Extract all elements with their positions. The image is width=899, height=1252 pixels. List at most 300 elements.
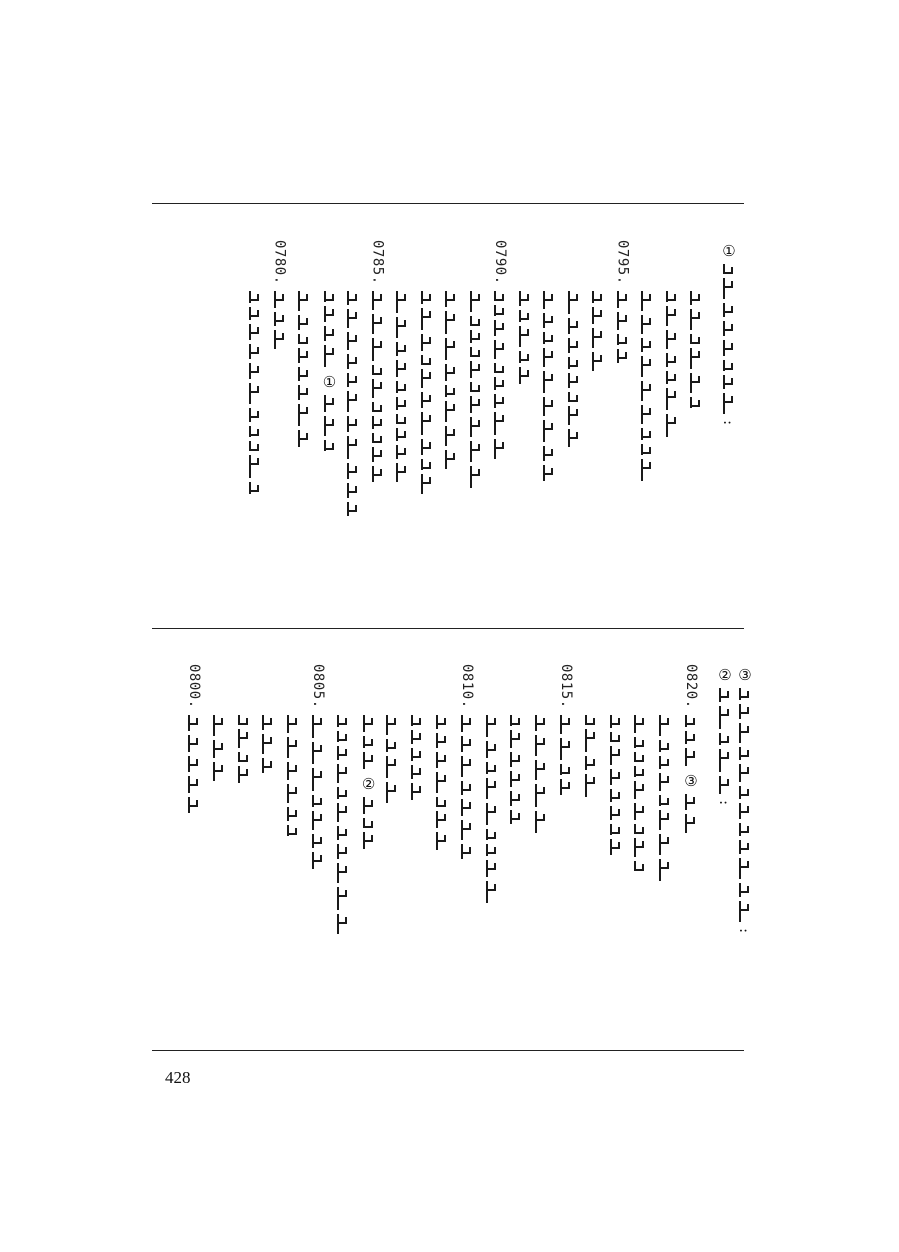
script-glyph — [363, 752, 375, 769]
script-glyph — [347, 332, 359, 350]
script-glyph — [690, 397, 702, 408]
script-glyph — [436, 797, 448, 807]
script-glyph — [510, 730, 522, 748]
line-text — [362, 797, 376, 853]
text-line — [335, 664, 351, 1044]
text-line — [508, 664, 524, 1044]
script-glyph — [238, 715, 250, 725]
script-glyph — [287, 715, 299, 733]
text-line — [247, 240, 263, 625]
script-glyph — [396, 360, 408, 377]
script-glyph — [634, 781, 646, 799]
script-glyph — [519, 351, 531, 363]
script-glyph — [641, 459, 653, 481]
note-marker: ③ — [682, 771, 700, 790]
script-glyph — [470, 396, 482, 413]
script-glyph — [666, 291, 678, 302]
script-glyph — [337, 887, 349, 910]
script-glyph — [436, 832, 448, 850]
text-line — [186, 664, 202, 1044]
script-glyph — [641, 338, 653, 352]
script-glyph — [262, 734, 274, 754]
script-glyph — [666, 330, 678, 349]
line-text — [518, 291, 532, 388]
line-text — [323, 291, 337, 371]
script-glyph — [287, 784, 299, 803]
line-text — [684, 715, 698, 770]
script-glyph — [641, 315, 653, 334]
line-text — [261, 715, 275, 777]
text-line — [590, 240, 606, 625]
script-glyph — [421, 474, 433, 494]
note-marker: ① — [320, 372, 339, 391]
script-glyph — [238, 752, 250, 762]
script-glyph — [739, 786, 751, 799]
script-glyph — [411, 730, 423, 744]
script-glyph — [494, 363, 506, 373]
script-glyph — [249, 344, 261, 359]
text-line — [285, 664, 301, 1044]
script-glyph — [739, 723, 751, 743]
script-glyph — [510, 715, 522, 726]
script-glyph — [396, 414, 408, 424]
script-glyph — [213, 762, 225, 781]
script-glyph — [470, 382, 482, 392]
line-number: 0805. — [310, 664, 326, 709]
script-glyph — [363, 797, 375, 814]
text-line — [409, 664, 425, 1044]
script-glyph — [337, 764, 349, 783]
script-glyph — [312, 715, 324, 738]
script-glyph — [461, 844, 473, 859]
script-glyph — [510, 791, 522, 806]
script-glyph — [421, 392, 433, 408]
script-glyph — [436, 715, 448, 729]
script-glyph — [470, 347, 482, 357]
script-glyph — [739, 901, 751, 922]
script-glyph — [592, 307, 604, 324]
script-glyph — [568, 291, 580, 314]
script-glyph — [659, 795, 671, 806]
line-text — [371, 291, 385, 486]
script-glyph — [659, 834, 671, 855]
text-line — [384, 664, 400, 1044]
script-glyph — [324, 440, 336, 451]
script-glyph — [337, 826, 349, 840]
text-line — [272, 240, 288, 625]
script-glyph — [421, 308, 433, 330]
script-glyph — [298, 334, 310, 344]
script-glyph — [461, 781, 473, 795]
script-glyph — [659, 810, 671, 830]
script-glyph — [461, 756, 473, 777]
text-line — [468, 240, 484, 625]
line-text — [469, 291, 483, 492]
script-glyph — [659, 859, 671, 881]
script-glyph — [690, 348, 702, 369]
script-glyph — [535, 811, 547, 833]
script-glyph — [641, 291, 653, 311]
script-glyph — [470, 330, 482, 343]
text-line — [236, 664, 252, 1044]
script-glyph — [617, 312, 629, 330]
script-glyph — [249, 482, 261, 494]
line-number: 0810. — [458, 664, 475, 709]
script-glyph — [287, 737, 299, 758]
script-glyph — [421, 459, 433, 470]
text-line — [211, 664, 227, 1044]
script-glyph — [666, 388, 678, 410]
script-glyph — [445, 426, 457, 446]
script-glyph — [685, 748, 697, 766]
footnote-end: : — [716, 800, 734, 806]
script-glyph — [298, 367, 310, 381]
script-glyph — [568, 338, 580, 353]
script-glyph — [641, 405, 653, 424]
script-glyph — [617, 334, 629, 345]
script-glyph — [324, 395, 336, 412]
script-glyph — [685, 731, 697, 744]
script-glyph — [298, 385, 310, 400]
script-glyph — [411, 715, 423, 726]
script-glyph — [494, 377, 506, 390]
script-glyph — [445, 291, 457, 307]
line-text — [362, 715, 376, 773]
line-text — [534, 715, 548, 837]
bottom-rule — [152, 1050, 744, 1051]
footnote-text — [738, 688, 752, 926]
script-glyph — [543, 446, 555, 461]
script-glyph — [568, 373, 580, 388]
script-glyph — [274, 291, 286, 308]
text-line — [608, 664, 624, 1044]
text-line — [583, 664, 599, 1044]
script-glyph — [739, 823, 751, 836]
script-glyph — [347, 463, 359, 479]
script-glyph — [739, 883, 751, 897]
script-glyph — [659, 756, 671, 769]
script-glyph — [634, 838, 646, 857]
script-glyph — [739, 688, 751, 700]
script-glyph — [685, 814, 697, 833]
script-glyph — [396, 397, 408, 410]
script-glyph — [188, 756, 200, 772]
script-glyph — [634, 752, 646, 762]
line-text — [212, 715, 226, 785]
script-glyph — [411, 748, 423, 761]
script-glyph — [723, 264, 735, 274]
script-glyph — [396, 463, 408, 482]
script-glyph — [262, 715, 274, 730]
script-glyph — [535, 715, 547, 731]
line-text — [559, 715, 573, 799]
script-glyph — [486, 778, 498, 799]
script-glyph — [213, 740, 225, 758]
script-glyph — [347, 391, 359, 412]
script-glyph — [386, 715, 398, 735]
script-glyph — [641, 356, 653, 377]
script-glyph — [634, 824, 646, 834]
script-glyph — [560, 738, 572, 760]
text-line — [558, 664, 574, 1044]
script-glyph — [249, 324, 261, 340]
line-text — [311, 715, 325, 873]
script-glyph — [739, 803, 751, 819]
footnote-column-1 — [736, 664, 754, 1044]
script-glyph — [690, 309, 702, 330]
script-glyph — [421, 291, 433, 304]
script-glyph — [372, 402, 384, 412]
line-text — [684, 794, 698, 837]
script-glyph — [641, 444, 653, 455]
script-glyph — [396, 381, 408, 393]
script-glyph — [337, 787, 349, 799]
script-glyph — [188, 735, 200, 752]
script-glyph — [494, 320, 506, 336]
text-line — [517, 240, 533, 625]
script-glyph — [470, 316, 482, 326]
script-glyph — [610, 715, 622, 728]
line-number: 0785. — [369, 240, 386, 285]
script-glyph — [372, 365, 384, 375]
script-glyph — [610, 824, 622, 835]
script-glyph — [723, 321, 735, 336]
script-glyph — [723, 303, 735, 317]
text-line — [459, 664, 475, 1044]
script-glyph — [274, 330, 286, 349]
line-text — [187, 715, 201, 817]
script-glyph — [386, 739, 398, 752]
footnote-column-2 — [716, 664, 734, 1044]
script-glyph — [249, 307, 261, 320]
text-line — [664, 240, 680, 625]
script-glyph — [568, 392, 580, 402]
line-text — [665, 291, 679, 441]
script-glyph — [238, 766, 250, 783]
script-glyph — [287, 825, 299, 836]
script-glyph — [585, 774, 597, 797]
script-glyph — [719, 749, 731, 772]
line-text — [633, 715, 647, 875]
script-glyph — [249, 426, 261, 437]
script-glyph — [461, 820, 473, 840]
script-glyph — [337, 863, 349, 883]
script-glyph — [617, 291, 629, 308]
script-glyph — [723, 278, 735, 299]
script-glyph — [510, 810, 522, 824]
line-number: 0800. — [186, 664, 202, 709]
script-glyph — [494, 291, 506, 301]
script-glyph — [213, 715, 225, 736]
line-number: 0815. — [558, 664, 574, 709]
script-glyph — [659, 740, 671, 752]
script-glyph — [445, 311, 457, 334]
page-number: 428 — [165, 1068, 191, 1087]
line-text — [420, 291, 434, 498]
script-glyph — [723, 393, 735, 414]
bottom-text-panel — [160, 664, 754, 1044]
script-glyph — [238, 729, 250, 748]
text-line — [566, 240, 582, 625]
text-line — [632, 664, 648, 1044]
script-glyph — [719, 733, 731, 745]
line-text — [286, 715, 300, 840]
script-glyph — [659, 715, 671, 736]
line-text — [410, 715, 424, 804]
script-glyph — [666, 371, 678, 384]
script-glyph — [396, 317, 408, 338]
top-rule — [152, 203, 744, 204]
script-glyph — [543, 291, 555, 309]
script-glyph — [436, 772, 448, 793]
script-glyph — [610, 806, 622, 820]
script-glyph — [723, 340, 735, 356]
footnote-marker: ① — [720, 242, 738, 260]
script-glyph — [249, 363, 261, 379]
text-line — [434, 664, 450, 1044]
script-glyph — [411, 783, 423, 800]
script-glyph — [372, 466, 384, 482]
text-line — [345, 240, 361, 625]
footnote-text — [718, 688, 732, 798]
text-line — [541, 240, 557, 625]
line-text — [435, 715, 449, 854]
script-glyph — [659, 773, 671, 791]
script-glyph — [641, 428, 653, 440]
text-line — [443, 240, 459, 625]
line-text — [444, 291, 458, 473]
line-text — [248, 291, 262, 498]
script-glyph — [486, 803, 498, 825]
script-glyph — [543, 313, 555, 328]
script-glyph — [372, 379, 384, 398]
script-glyph — [396, 291, 408, 313]
script-glyph — [287, 807, 299, 821]
script-glyph — [312, 768, 324, 791]
script-glyph — [690, 334, 702, 344]
line-text — [584, 715, 598, 801]
script-glyph — [386, 782, 398, 803]
script-glyph — [486, 829, 498, 840]
script-glyph — [519, 291, 531, 306]
script-glyph — [372, 291, 384, 310]
line-text — [616, 291, 630, 367]
script-glyph — [634, 737, 646, 748]
script-glyph — [486, 715, 498, 737]
script-glyph — [445, 450, 457, 469]
script-glyph — [519, 326, 531, 347]
text-line — [321, 240, 339, 625]
script-glyph — [287, 762, 299, 780]
line-text — [273, 291, 287, 353]
script-glyph — [249, 383, 261, 404]
footnote-column — [720, 240, 738, 625]
script-glyph — [324, 306, 336, 322]
line-text — [640, 291, 654, 485]
script-glyph — [372, 416, 384, 429]
footnote-text — [722, 264, 736, 418]
line-text — [485, 715, 499, 907]
script-glyph — [610, 789, 622, 802]
script-glyph — [560, 764, 572, 775]
script-glyph — [535, 760, 547, 780]
script-glyph — [543, 397, 555, 416]
line-number: 0820. — [683, 664, 699, 709]
text-line — [260, 664, 276, 1044]
script-glyph — [568, 429, 580, 447]
script-glyph — [445, 338, 457, 360]
script-glyph — [634, 803, 646, 820]
script-glyph — [690, 291, 702, 305]
script-glyph — [610, 769, 622, 785]
script-glyph — [568, 406, 580, 425]
script-glyph — [486, 860, 498, 877]
script-glyph — [560, 779, 572, 795]
script-glyph — [494, 394, 506, 408]
script-glyph — [519, 367, 531, 384]
script-glyph — [719, 706, 731, 729]
script-glyph — [386, 756, 398, 778]
script-glyph — [543, 420, 555, 442]
script-glyph — [363, 832, 375, 849]
script-glyph — [585, 729, 597, 752]
text-line — [296, 240, 312, 625]
script-glyph — [274, 312, 286, 326]
script-glyph — [347, 416, 359, 432]
script-glyph — [470, 361, 482, 378]
script-glyph — [610, 746, 622, 765]
script-glyph — [421, 369, 433, 388]
script-glyph — [470, 466, 482, 488]
script-glyph — [249, 291, 261, 303]
script-glyph — [347, 354, 359, 369]
footnote-marker: ② — [716, 666, 734, 684]
script-glyph — [617, 349, 629, 363]
script-glyph — [486, 762, 498, 774]
script-glyph — [719, 688, 731, 702]
line-text — [237, 715, 251, 787]
script-glyph — [396, 428, 408, 441]
script-glyph — [421, 334, 433, 351]
script-glyph — [739, 764, 751, 782]
script-glyph — [666, 414, 678, 437]
line-text — [689, 291, 703, 412]
script-glyph — [188, 797, 200, 813]
script-glyph — [312, 834, 324, 848]
script-glyph — [634, 766, 646, 777]
text-line — [394, 240, 410, 625]
script-glyph — [347, 373, 359, 387]
script-glyph — [445, 364, 457, 381]
script-glyph — [585, 715, 597, 725]
script-glyph — [347, 502, 359, 516]
script-glyph — [543, 371, 555, 393]
line-text — [346, 291, 360, 520]
script-glyph — [739, 858, 751, 879]
script-glyph — [641, 381, 653, 401]
script-glyph — [188, 715, 200, 731]
text-line — [682, 664, 700, 1044]
script-glyph — [486, 844, 498, 856]
script-glyph — [324, 345, 336, 367]
script-glyph — [690, 373, 702, 393]
script-glyph — [312, 742, 324, 764]
text-line — [657, 664, 673, 1044]
script-glyph — [372, 447, 384, 462]
script-glyph — [592, 291, 604, 303]
script-glyph — [543, 348, 555, 367]
script-glyph — [312, 795, 324, 807]
